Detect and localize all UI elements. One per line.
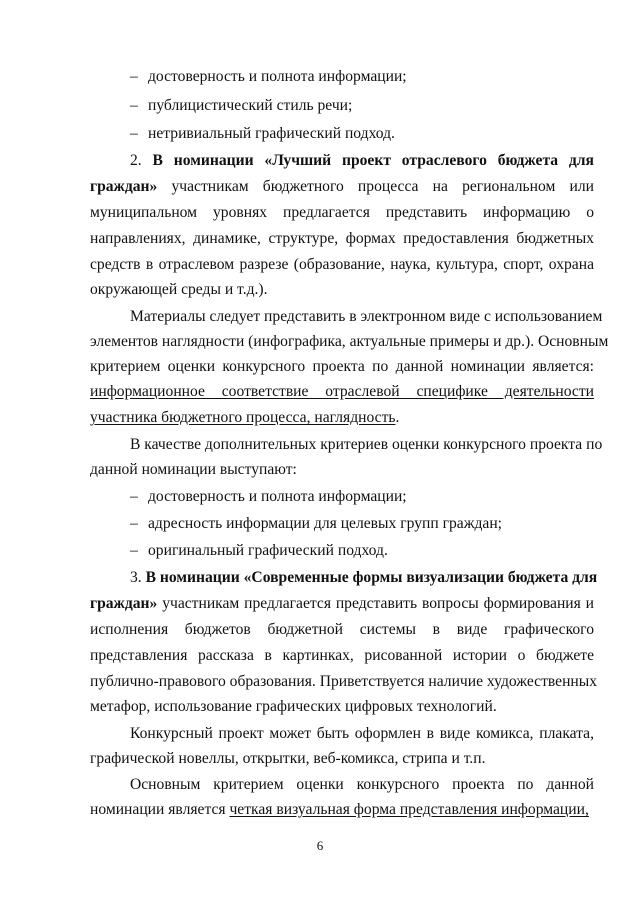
paragraph-line: Материалы следует представить в электронном виде с использованием (130, 308, 603, 325)
item-number: 2. (130, 152, 142, 169)
paragraph-line: Конкурсный проект может быть оформлен в виде комикса, плаката, (130, 725, 594, 742)
paragraph-line: граждан» участникам бюджетного процесса на региональном или (90, 178, 594, 195)
bullet-dash: – (130, 97, 138, 114)
paragraph-line (130, 152, 594, 170)
underlined-criterion: информационное соответствие отраслевой специфике деятельности (90, 383, 594, 400)
item-number: 3. (130, 569, 142, 586)
bullet-dash: – (130, 542, 138, 559)
nomination-title: В номинации «Лучший проект отраслевого бюджета для (152, 152, 594, 169)
paragraph-line: данной номинации выступают: (90, 461, 297, 478)
underlined-criterion: четкая визуальная форма представления информации, (229, 801, 589, 818)
paragraph-line: муниципальном уровнях предлагается представить информацию о (90, 204, 594, 221)
list-item: – достоверность и полнота информации; (130, 68, 407, 85)
paragraph-line: направлениях, динамике, структуре, формах предоставления бюджетных (90, 230, 594, 247)
paragraph-line: графической новеллы, открытки, веб-комикса, стрипа и т.п. (90, 750, 486, 767)
paragraph-line: участника бюджетного процесса, наглядность. (90, 409, 400, 426)
paragraph-line: представления рассказа в картинках, рисованной истории о бюджете (90, 647, 594, 664)
paragraph-line: Основным критерием оценки конкурсного проекта по данной (130, 776, 594, 793)
list-item: – публицистический стиль речи; (130, 97, 353, 114)
list-item: – достоверность и полнота информации; (130, 488, 407, 505)
nomination-title: граждан» (90, 595, 158, 612)
list-item: – оригинальный графический подход. (130, 542, 388, 559)
paragraph-line: публично-правового образования. Приветствуется наличие художественных (90, 673, 598, 690)
bullet-dash: – (130, 125, 138, 142)
list-item: – нетривиальный графический подход. (130, 125, 395, 142)
bullet-dash: – (130, 515, 138, 532)
page-number: 6 (316, 838, 324, 853)
paragraph-line: средств в отраслевом разрезе (образование, наука, культура, спорт, охрана (90, 256, 594, 273)
paragraph-line: граждан» участникам предлагается представить вопросы формирования и (90, 595, 594, 612)
paragraph-line: В качестве дополнительных критериев оценки конкурсного проекта по (130, 436, 603, 453)
paragraph-line: метафор, использование графических цифровых технологий. (90, 698, 497, 715)
nomination-title: В номинации «Современные формы визуализации бюджета для (145, 569, 598, 586)
nomination-title: граждан» (90, 178, 158, 195)
list-item: – адресность информации для целевых групп граждан; (130, 515, 503, 532)
paragraph-line (130, 569, 598, 587)
paragraph-line: элементов наглядности (инфографика, актуальные примеры и др.). Основным (90, 333, 609, 350)
bullet-dash: – (130, 68, 138, 85)
paragraph-line: окружающей среды и т.д.). (90, 281, 268, 298)
paragraph-line: критерием оценки конкурсного проекта по данной номинации является: (90, 358, 594, 375)
underlined-criterion: участника бюджетного процесса, наглядность (90, 409, 396, 426)
bullet-dash: – (130, 488, 138, 505)
paragraph-line: исполнения бюджетов бюджетной системы в виде графического (90, 621, 594, 638)
paragraph-line: номинации является четкая визуальная форма представления информации, (90, 801, 589, 818)
